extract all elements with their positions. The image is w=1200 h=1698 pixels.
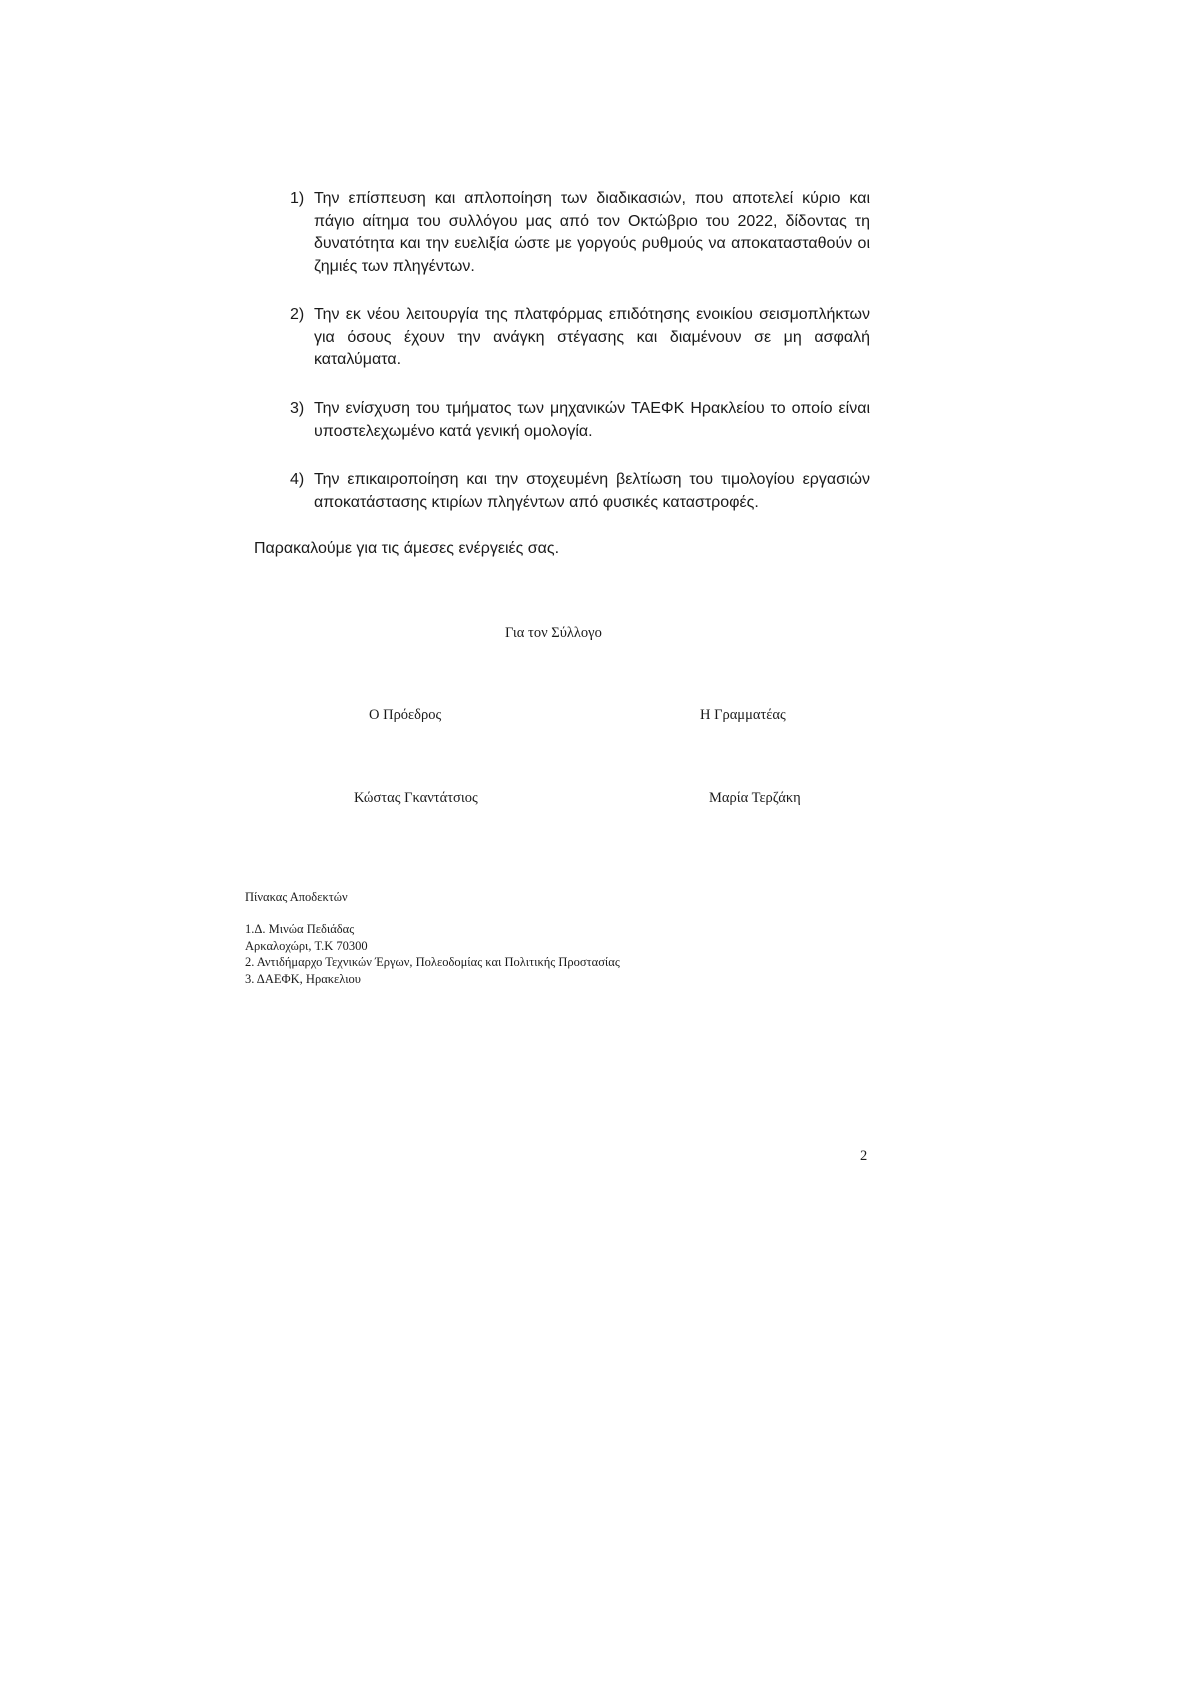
request-text: Την εκ νέου λειτουργία της πλατφόρμας επιδότησης ενοικίου σεισμοπλήκτων για όσους έχουν την ανάγκη στέγασης και διαμένουν σε μη ασφαλή καταλύματα. <box>314 305 870 369</box>
request-number: 4) <box>290 471 305 489</box>
recipient-line: 3. ΔΑΕΦΚ, Ηρακελιου <box>245 971 361 986</box>
recipient-line: Αρκαλοχώρι, Τ.Κ 70300 <box>245 938 368 953</box>
president-name: Κώστας Γκαντάτσιος <box>354 790 478 806</box>
recipient-line: 2. Αντιδήμαρχο Τεχνικών Έργων, Πολεοδομίας και Πολιτικής Προστασίας <box>245 955 620 970</box>
request-number: 2) <box>290 305 305 323</box>
request-item-2 <box>290 304 870 372</box>
request-item-1 <box>290 188 870 279</box>
closing-sentence: Παρακαλούμε για τις άμεσες ενέργειές σας. <box>254 540 560 557</box>
recipient-line: 1.Δ. Μινώα Πεδιάδας <box>245 922 355 937</box>
secretary-title: Η Γραμματέας <box>700 707 786 723</box>
request-number: 1) <box>290 190 305 207</box>
secretary-name: Μαρία Τερζάκη <box>709 790 801 806</box>
recipients-heading: Πίνακας Αποδεκτών <box>245 890 348 904</box>
page-number: 2 <box>860 1148 868 1164</box>
request-text: Την ενίσχυση του τμήματος των μηχανικών ΤΑΕΦΚ Ηρακλείου το οποίο είναι υποστελεχωμένο κατά γενική ομολογία. <box>314 399 870 440</box>
request-text: Την επίσπευση και απλοποίηση των διαδικασιών, που αποτελεί κύριο και πάγιο αίτημα του συλλόγου μας από τον Οκτώβριο του 2022, δίδοντας τη δυνατότητα και την ευελιξία ώστε με γοργούς ρυθμούς να αποκατασταθούν οι ζημιές των πληγέντων. <box>314 190 870 276</box>
requests-list <box>290 188 870 515</box>
request-item-4 <box>290 469 870 514</box>
request-number: 3) <box>290 399 305 417</box>
president-title: Ο Πρόεδρος <box>369 707 442 723</box>
recipients-block <box>245 889 620 987</box>
request-item-3 <box>290 398 870 443</box>
for-association-label: Για τον Σύλλογο <box>505 625 602 641</box>
request-text: Την επικαιροποίηση και την στοχευμένη βελτίωση του τιμολογίου εργασιών αποκατάστασης κτιρίων πληγέντων από φυσικές καταστροφές. <box>314 471 870 512</box>
